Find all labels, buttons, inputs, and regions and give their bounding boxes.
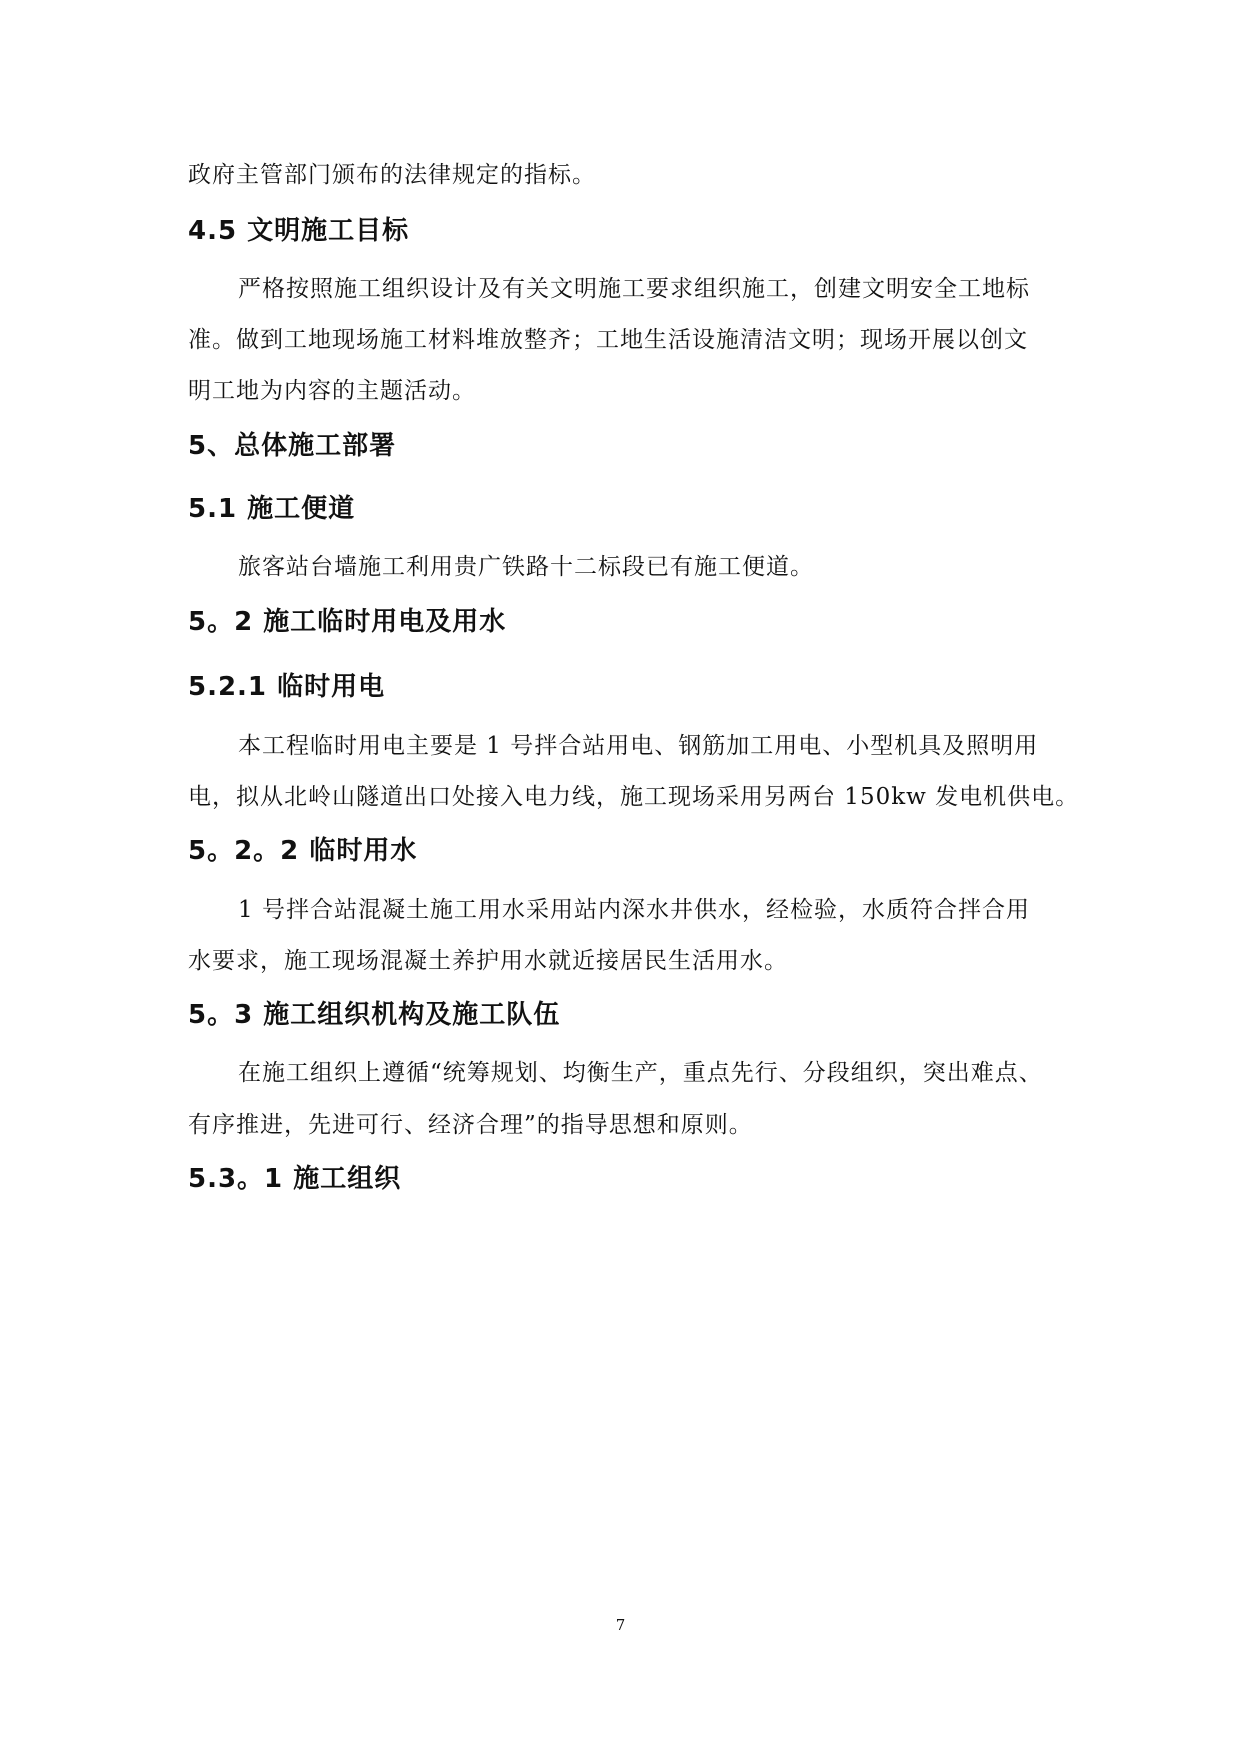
section-heading-5-3-1: 5.3。1 施工组织 bbox=[188, 1164, 402, 1194]
body-text-line: 旅客站台墙施工利用贵广铁路十二标段已有施工便道。 bbox=[238, 554, 814, 580]
body-text-line: 有序推进，先进可行、经济合理”的指导思想和原则。 bbox=[188, 1112, 753, 1138]
body-text-line: 在施工组织上遵循“统筹规划、均衡生产，重点先行、分段组织，突出难点、 bbox=[238, 1060, 1043, 1086]
section-heading-5: 5、总体施工部署 bbox=[188, 431, 397, 461]
section-heading-5-2-2: 5。2。2 临时用水 bbox=[188, 836, 418, 866]
section-heading-5-1: 5.1 施工便道 bbox=[188, 494, 356, 524]
section-heading-5-2-1: 5.2.1 临时用电 bbox=[188, 672, 386, 702]
body-text-line: 本工程临时用电主要是 1 号拌合站用电、钢筋加工用电、小型机具及照明用 bbox=[238, 733, 1039, 759]
section-heading-5-2: 5。2 施工临时用电及用水 bbox=[188, 607, 507, 637]
section-heading-4-5: 4.5 文明施工目标 bbox=[188, 216, 410, 246]
section-heading-5-3: 5。3 施工组织机构及施工队伍 bbox=[188, 1000, 561, 1030]
body-text-line: 政府主管部门颁布的法律规定的指标。 bbox=[188, 162, 596, 188]
page-number: 7 bbox=[615, 1616, 626, 1634]
body-text-line: 水要求，施工现场混凝土养护用水就近接居民生活用水。 bbox=[188, 948, 788, 974]
body-text-line: 准。做到工地现场施工材料堆放整齐；工地生活设施清洁文明；现场开展以创文 bbox=[188, 327, 1028, 353]
body-text-line: 1 号拌合站混凝土施工用水采用站内深水井供水，经检验，水质符合拌合用 bbox=[238, 897, 1030, 923]
body-text-line: 严格按照施工组织设计及有关文明施工要求组织施工，创建文明安全工地标 bbox=[238, 276, 1030, 302]
body-text-line: 明工地为内容的主题活动。 bbox=[188, 378, 476, 404]
body-text-line: 电，拟从北岭山隧道出口处接入电力线，施工现场采用另两台 150kw 发电机供电。 bbox=[188, 784, 1080, 810]
